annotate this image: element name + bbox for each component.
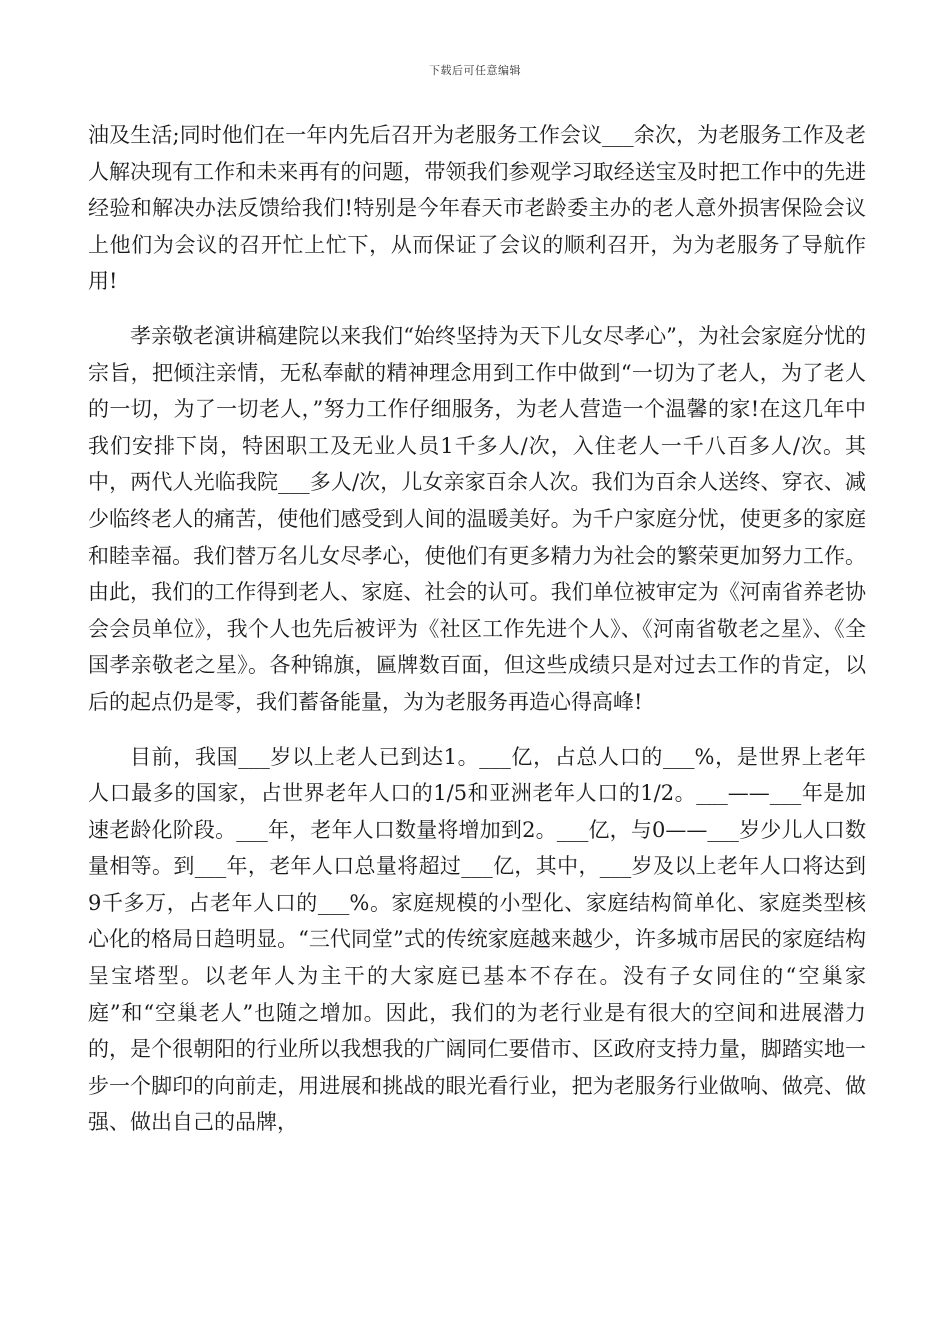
paragraph-2: 孝亲敬老演讲稿建院以来我们“始终坚持为天下儿女尽孝心”，为社会家庭分忧的宗旨，把倾注亲情，无私奉献的精神理念用到工作中做到“一切为了老人，为了老人的一切，为了一切老人，”努力工作仔细服务，为老人营造一个温馨的家!在这几年中我们安排下岗，特困职工及无业人员1千多人/次，入住老人一千八百多人/次。其中，两代人光临我院___多人/次，儿女亲家百余人次。我们为百余人送终、穿衣、减少临终老人的痛苦，使他们感受到人间的温暖美好。为千户家庭分忧，使更多的家庭和睦幸福。我们替万名儿女尽孝心，使他们有更多精力为社会的繁荣更加努力工作。由此，我们的工作得到老人、家庭、社会的认可。我们单位被审定为《河南省养老协会会员单位》，我个人也先后被评为《社区工作先进个人》、《河南省敬老之星》、《全国孝亲敬老之星》。各种锦旗，匾牌数百面，但这些成绩只是对过去工作的肯定，以后的起点仍是零，我们蓄备能量，为为老服务再造心得高峰! [88, 323, 866, 714]
page-header: 下载后可任意编辑 [429, 64, 521, 77]
paragraph-1: 油及生活;同时他们在一年内先后召开为老服务工作会议___余次，为老服务工作及老人解决现有工作和未来再有的问题，带领我们参观学习取经送宝及时把工作中的先进经验和解决办法反馈给我们!特别是今年春天市老龄委主办的老人意外损害保险会议上他们为会议的召开忙上忙下，从而保证了会议的顺利召开，为为老服务了导航作用! [88, 123, 866, 294]
paragraph-3: 目前，我国___岁以上老人已到达1。___亿，占总人口的___%，是世界上老年人口最多的国家，占世界老年人口的1/5和亚洲老年人口的1/2。___——___年是加速老龄化阶段。___年，老年人口数量将增加到2。___亿，与0——___岁少儿人口数量相等。到___年，老年人口总量将超过___亿，其中，___岁及以上老年人口将达到9千多万，占老年人口的___%。家庭规模的小型化、家庭结构简单化、家庭类型核心化的格局日趋明显。“三代同堂”式的传统家庭越来越少，许多城市居民的家庭结构呈宝塔型。以老年人为主干的大家庭已基本不存在。没有子女同住的“空巢家庭”和“空巢老人”也随之增加。因此，我们的为老行业是有很大的空间和进展潜力的，是个很朝阳的行业所以我想我的广阔同仁要借市、区政府支持力量，脚踏实地一步一个脚印的向前走，用进展和挑战的眼光看行业，把为老服务行业做响、做亮、做强、做出自己的品牌， [88, 744, 866, 1135]
document-body [88, 117, 866, 1141]
